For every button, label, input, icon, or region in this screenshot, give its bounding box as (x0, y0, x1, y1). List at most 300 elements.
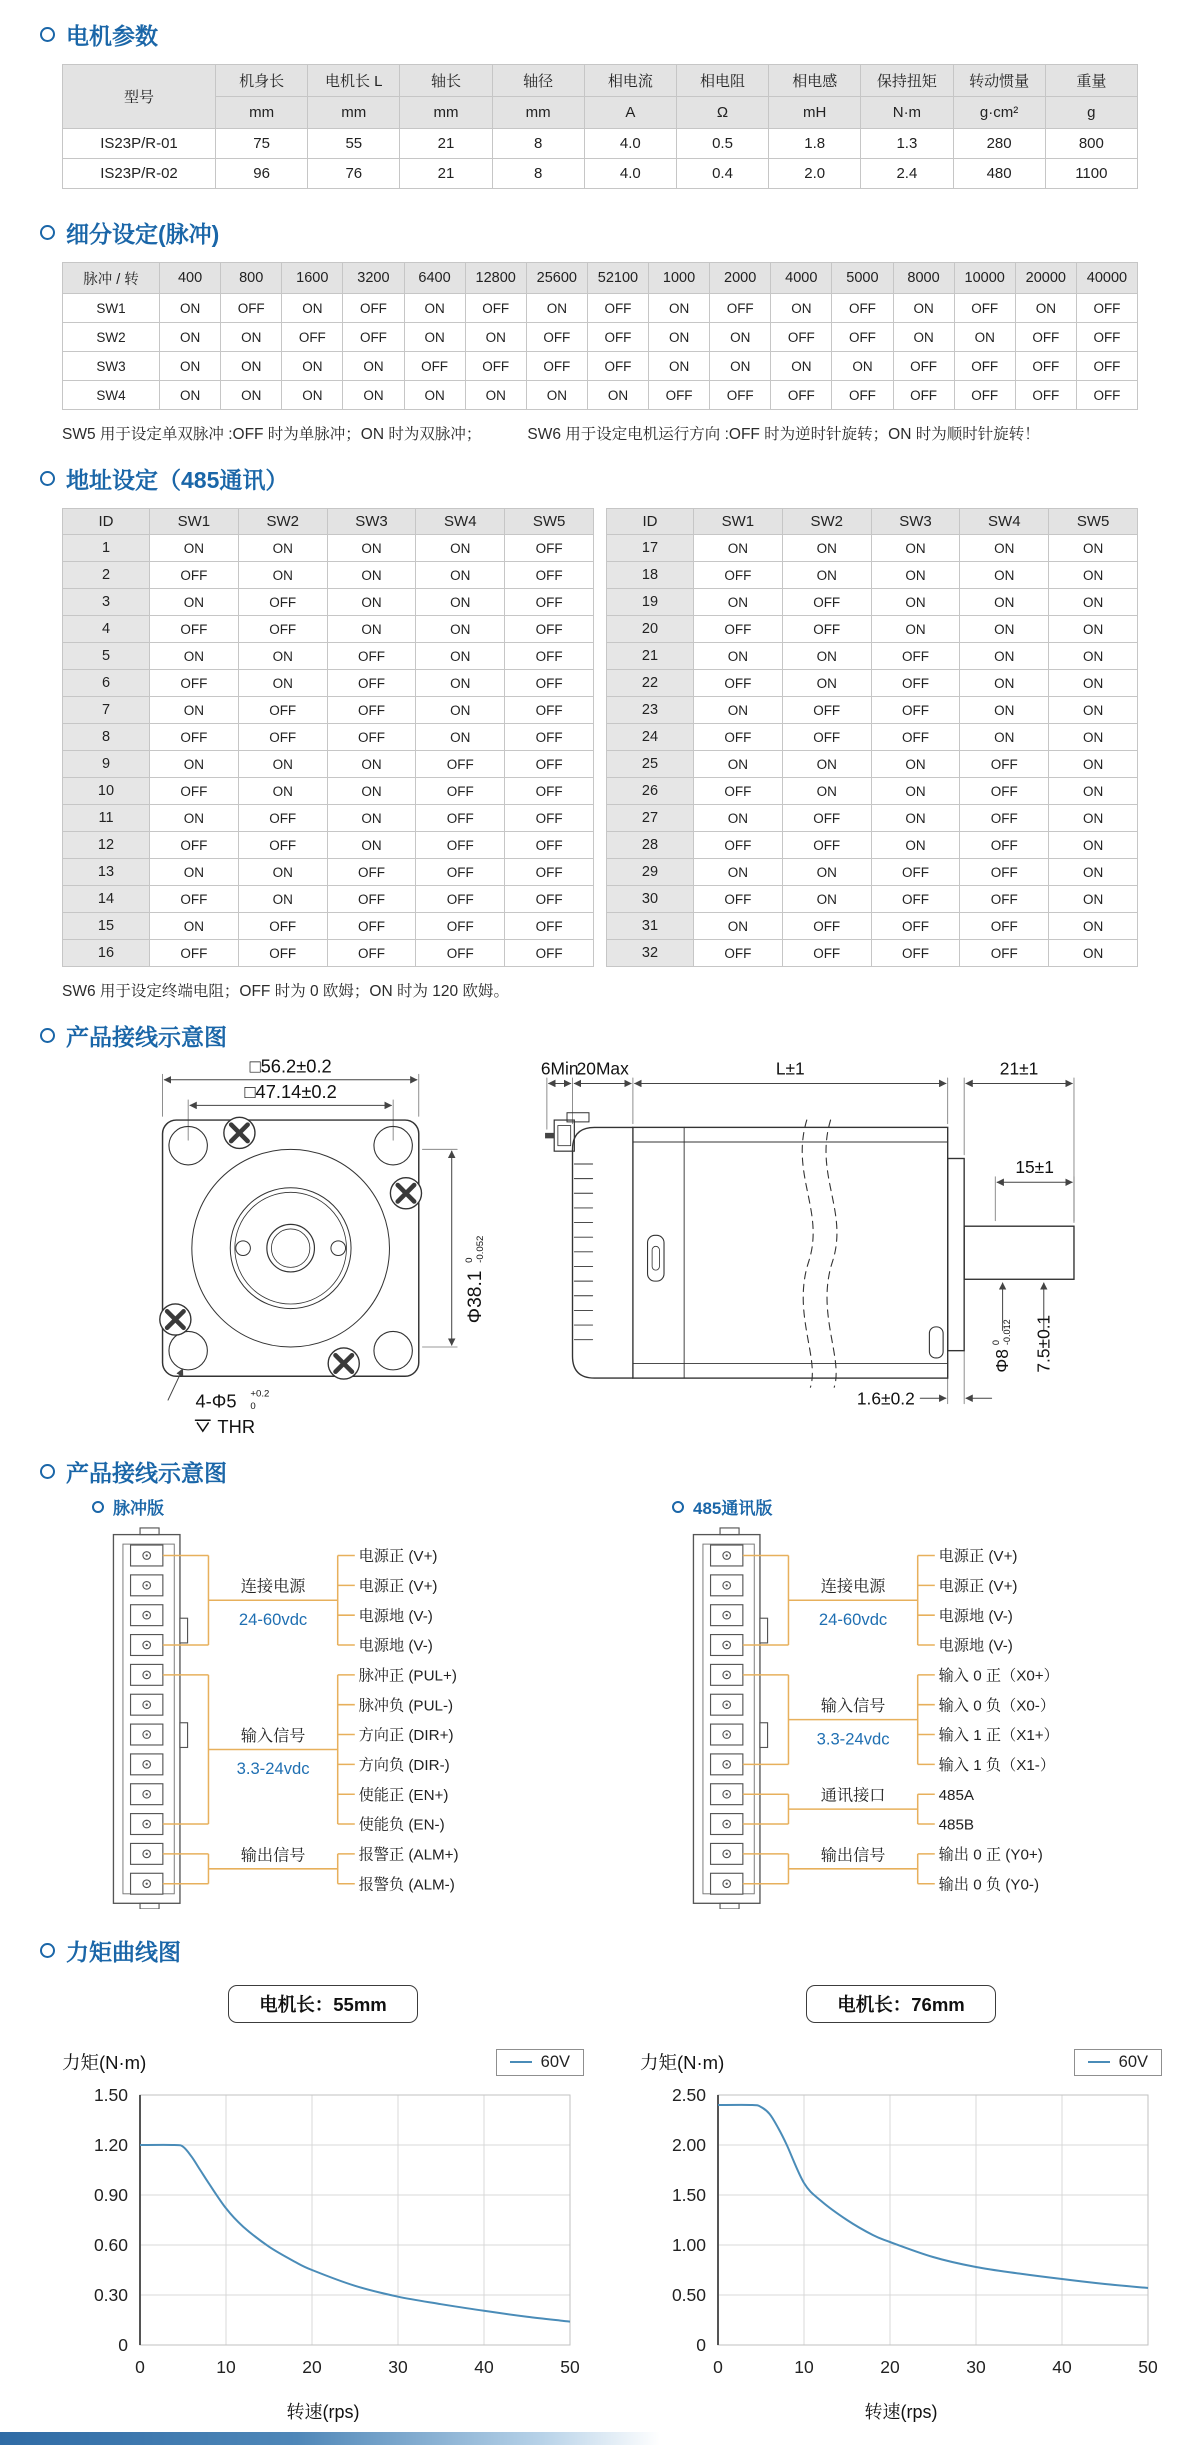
on-off-cell: ON (960, 562, 1049, 589)
model-cell: IS23P/R-01 (63, 129, 216, 159)
circle-bullet-icon (40, 471, 55, 486)
on-off-cell: ON (526, 381, 587, 410)
pin-signal-label: 输入 0 负（X0-） (938, 1697, 1056, 1715)
on-off-cell: OFF (893, 381, 954, 410)
voltage-range-label: 24-60vdc (818, 1609, 888, 1629)
on-off-cell: OFF (960, 913, 1049, 940)
pin-signal-label: 输出 0 正 (Y0+) (938, 1846, 1043, 1864)
y-tick-label: 1.00 (671, 2235, 706, 2255)
circle-bullet-icon (92, 1501, 104, 1513)
on-off-cell: OFF (327, 886, 416, 913)
address-row (63, 670, 594, 697)
on-off-cell: ON (1049, 913, 1138, 940)
column-header: ID (63, 509, 150, 535)
on-off-cell: OFF (954, 294, 1015, 323)
on-off-cell: OFF (954, 381, 1015, 410)
on-off-cell: ON (960, 724, 1049, 751)
unit-header: mm (400, 97, 492, 129)
section-title-text: 力矩曲线图 (66, 1939, 181, 1965)
on-off-cell: ON (416, 616, 505, 643)
on-off-cell: OFF (871, 697, 960, 724)
section-title-text: 地址设定（485通讯） (66, 467, 289, 493)
on-off-cell: ON (238, 751, 327, 778)
on-off-cell: ON (1015, 294, 1076, 323)
pin-signal-label: 脉冲负 (PUL-) (358, 1697, 454, 1715)
on-off-cell: ON (416, 724, 505, 751)
side-view-drawing (541, 1058, 1074, 1408)
pin-contact-dot (726, 1853, 728, 1855)
on-off-cell: ON (282, 381, 343, 410)
sw6-termination-note: SW6 用于设定终端电阻；OFF 时为 0 欧姆；ON 时为 120 欧姆。 (62, 983, 509, 1000)
dim-plate-thickness: 1.6±0.2 (856, 1388, 915, 1409)
address-row (63, 535, 594, 562)
id-cell: 15 (63, 913, 150, 940)
header-row (63, 263, 1138, 294)
model-header: 型号 (63, 65, 216, 129)
on-off-cell: OFF (327, 859, 416, 886)
unit-row (63, 97, 1138, 129)
address-row (63, 832, 594, 859)
on-off-cell: OFF (327, 913, 416, 940)
table-row (63, 129, 1138, 159)
on-off-cell: ON (871, 562, 960, 589)
value-cell: 0.4 (676, 159, 768, 189)
on-off-cell: ON (871, 832, 960, 859)
on-off-cell: OFF (710, 294, 771, 323)
motor-length-badge: 电机长：55mm (228, 1985, 417, 2023)
on-off-cell: OFF (893, 352, 954, 381)
y-tick-label: 1.20 (93, 2135, 128, 2155)
address-row (607, 562, 1138, 589)
section-title-text: 电机参数 (66, 23, 158, 49)
address-row (607, 589, 1138, 616)
plot-border (718, 2095, 1148, 2345)
on-off-cell: OFF (771, 381, 832, 410)
rs485-version-subtitle (672, 1494, 1152, 1519)
on-off-cell: OFF (960, 940, 1049, 967)
id-cell: 30 (607, 886, 694, 913)
id-cell: 27 (607, 805, 694, 832)
on-off-cell: OFF (505, 913, 594, 940)
on-off-cell: ON (960, 616, 1049, 643)
id-cell: 22 (607, 670, 694, 697)
pin-signal-label: 电源正 (V+) (938, 1578, 1018, 1596)
section-address-title (40, 462, 1138, 495)
on-off-cell: OFF (505, 535, 594, 562)
unit-header: mm (216, 97, 308, 129)
on-off-cell: ON (1049, 670, 1138, 697)
section-title-text: 产品接线示意图 (66, 1460, 227, 1486)
on-off-cell: ON (1049, 724, 1138, 751)
pin-signal-label: 电源正 (V+) (358, 1578, 438, 1596)
x-tick-label: 50 (1138, 2357, 1158, 2377)
on-off-cell: ON (416, 697, 505, 724)
pin-signal-label: 报警负 (ALM-) (358, 1876, 455, 1894)
x-tick-label: 20 (302, 2357, 322, 2377)
on-off-cell: OFF (416, 940, 505, 967)
y-tick-label: 1.50 (93, 2085, 128, 2105)
connector-key (180, 1723, 188, 1748)
address-row (63, 751, 594, 778)
switch-label-cell: SW1 (63, 294, 160, 323)
pin-contact-dot (726, 1823, 728, 1825)
column-header: 轴径 (492, 65, 584, 97)
address-row (63, 589, 594, 616)
x-tick-label: 0 (135, 2357, 145, 2377)
on-off-cell: OFF (954, 352, 1015, 381)
on-off-cell: ON (871, 589, 960, 616)
value-cell: 21 (400, 129, 492, 159)
on-off-cell: OFF (505, 859, 594, 886)
on-off-cell: OFF (282, 323, 343, 352)
y-tick-label: 0 (696, 2335, 706, 2355)
torque-curve-plot (62, 2083, 584, 2389)
on-off-cell: ON (416, 535, 505, 562)
pulse-count-header: 1600 (282, 263, 343, 294)
on-off-cell: OFF (710, 381, 771, 410)
on-off-cell: ON (710, 352, 771, 381)
on-off-cell: OFF (587, 323, 648, 352)
sw6-direction-note: SW6 用于设定电机运行方向 :OFF 时为逆时针旋转；ON 时为顺时针旋转！ (527, 426, 1040, 443)
on-off-cell: ON (404, 323, 465, 352)
on-off-cell: OFF (150, 886, 239, 913)
value-cell: 1.3 (861, 129, 953, 159)
pin-contact-dot (726, 1554, 728, 1556)
on-off-cell: OFF (871, 886, 960, 913)
on-off-cell: OFF (1076, 294, 1137, 323)
pin-contact-dot (726, 1883, 728, 1885)
on-off-cell: OFF (327, 724, 416, 751)
legend-line-icon (1088, 2061, 1110, 2063)
id-cell: 3 (63, 589, 150, 616)
pulse-version-block (92, 1494, 572, 1914)
section-dimensions-title (40, 1019, 1138, 1052)
on-off-cell: ON (782, 643, 871, 670)
on-off-cell: OFF (327, 643, 416, 670)
column-header: SW2 (782, 509, 871, 535)
pin-signal-label: 电源正 (V+) (938, 1548, 1018, 1566)
id-cell: 6 (63, 670, 150, 697)
pulse-count-header: 12800 (465, 263, 526, 294)
y-tick-label: 0.30 (93, 2285, 128, 2305)
dim-pilot-tol-lower: -0.052 (474, 1235, 486, 1263)
on-off-cell: ON (771, 352, 832, 381)
column-header: SW4 (416, 509, 505, 535)
pin-contact-dot (726, 1674, 728, 1676)
id-cell: 14 (63, 886, 150, 913)
id-cell: 18 (607, 562, 694, 589)
pulse-count-header: 6400 (404, 263, 465, 294)
x-axis-label: 转速(rps) (286, 2402, 360, 2422)
front-view-drawing (160, 1056, 486, 1437)
address-row (607, 670, 1138, 697)
pin-group-label: 连接电源 (240, 1577, 306, 1596)
x-tick-label: 40 (474, 2357, 494, 2377)
unit-header: N·m (861, 97, 953, 129)
subtitle-text: 脉冲版 (113, 1499, 164, 1518)
on-off-cell: ON (282, 352, 343, 381)
legend-label: 60V (540, 2052, 570, 2071)
on-off-cell: OFF (343, 323, 404, 352)
on-off-cell: OFF (150, 616, 239, 643)
pulse-count-header: 20000 (1015, 263, 1076, 294)
on-off-cell: ON (782, 751, 871, 778)
rs485-pinout-diagram (672, 1527, 1152, 1909)
pin-contact-dot (726, 1644, 728, 1646)
id-cell: 23 (607, 697, 694, 724)
on-off-cell: ON (150, 751, 239, 778)
footer-accent-bar (0, 2432, 660, 2445)
pin-contact-dot (726, 1733, 728, 1735)
pin-signal-label: 脉冲正 (PUL+) (358, 1667, 457, 1685)
column-header: SW3 (327, 509, 416, 535)
value-cell: 55 (308, 129, 400, 159)
on-off-cell: ON (871, 616, 960, 643)
on-off-cell: OFF (150, 832, 239, 859)
on-off-cell: OFF (960, 805, 1049, 832)
on-off-cell: ON (221, 352, 282, 381)
on-off-cell: ON (960, 697, 1049, 724)
on-off-cell: ON (327, 778, 416, 805)
pulse-count-header: 8000 (893, 263, 954, 294)
on-off-cell: OFF (238, 697, 327, 724)
connector-tab (720, 1903, 739, 1909)
on-off-cell: OFF (416, 913, 505, 940)
on-off-cell: OFF (694, 940, 783, 967)
connector-tab (140, 1528, 159, 1535)
on-off-cell: ON (150, 643, 239, 670)
id-cell: 20 (607, 616, 694, 643)
chart-legend (1074, 2049, 1162, 2076)
on-off-cell: ON (238, 535, 327, 562)
on-off-cell: ON (694, 643, 783, 670)
address-row (607, 751, 1138, 778)
on-off-cell: OFF (832, 294, 893, 323)
pin-contact-dot (726, 1704, 728, 1706)
on-off-cell: OFF (505, 589, 594, 616)
on-off-cell: OFF (221, 294, 282, 323)
on-off-cell: OFF (238, 616, 327, 643)
address-row (63, 697, 594, 724)
pin-contact-dot (146, 1763, 148, 1765)
on-off-cell: ON (1049, 589, 1138, 616)
on-off-cell: OFF (782, 697, 871, 724)
value-cell: 96 (216, 159, 308, 189)
on-off-cell: ON (327, 535, 416, 562)
unit-header: g (1045, 97, 1137, 129)
on-off-cell: ON (832, 352, 893, 381)
connector-key (760, 1618, 768, 1643)
table-body (607, 535, 1138, 967)
value-cell: 76 (308, 159, 400, 189)
on-off-cell: OFF (505, 805, 594, 832)
y-axis-label: 力矩(N·m) (640, 2052, 725, 2073)
table-head (607, 509, 1138, 535)
pin-signal-label: 使能正 (EN+) (358, 1786, 449, 1804)
section-wiring-title (40, 1455, 1138, 1488)
unit-header: mm (308, 97, 400, 129)
x-tick-label: 50 (560, 2357, 580, 2377)
value-cell: 2.4 (861, 159, 953, 189)
torque-chart-55mm (62, 1985, 584, 2424)
address-row (607, 724, 1138, 751)
on-off-cell: OFF (416, 859, 505, 886)
header-row (63, 509, 594, 535)
id-cell: 13 (63, 859, 150, 886)
circle-bullet-icon (40, 225, 55, 240)
id-cell: 31 (607, 913, 694, 940)
pulse-count-header: 4000 (771, 263, 832, 294)
pin-signal-label: 电源正 (V+) (358, 1548, 438, 1566)
chart-legend (496, 2049, 584, 2076)
dim-pilot-diameter: Φ38.1 (464, 1270, 486, 1324)
pin-group-label: 输入信号 (240, 1726, 306, 1745)
x-tick-label: 40 (1052, 2357, 1072, 2377)
on-off-cell: OFF (238, 589, 327, 616)
y-tick-label: 0.50 (671, 2285, 706, 2305)
on-off-cell: OFF (694, 832, 783, 859)
torque-curve (718, 2105, 1148, 2288)
on-off-cell: OFF (505, 832, 594, 859)
address-row (63, 643, 594, 670)
connector-tab (720, 1528, 739, 1535)
pulse-pinout-diagram (92, 1527, 572, 1909)
on-off-cell: ON (871, 805, 960, 832)
pin-signal-label: 电源地 (V-) (358, 1637, 433, 1655)
on-off-cell: ON (327, 616, 416, 643)
on-off-cell: OFF (960, 886, 1049, 913)
table-head (63, 263, 1138, 294)
on-off-cell: OFF (587, 352, 648, 381)
corner-header: 脉冲 / 转 (63, 263, 160, 294)
on-off-cell: OFF (694, 616, 783, 643)
table-body (63, 129, 1138, 189)
id-cell: 32 (607, 940, 694, 967)
id-cell: 26 (607, 778, 694, 805)
switch-label-cell: SW2 (63, 323, 160, 352)
dim-shaft-step: 7.5±0.1 (1033, 1314, 1054, 1373)
on-off-cell: ON (1049, 751, 1138, 778)
on-off-cell: ON (160, 352, 221, 381)
value-cell: 1.8 (769, 129, 861, 159)
table-body (63, 294, 1138, 410)
pulse-count-header: 1000 (649, 263, 710, 294)
on-off-cell: OFF (871, 670, 960, 697)
dim-body-length: L±1 (775, 1058, 805, 1079)
pin-group-label: 输出信号 (240, 1846, 306, 1865)
address-row (607, 643, 1138, 670)
pin-contact-dot (146, 1883, 148, 1885)
column-header: SW1 (694, 509, 783, 535)
pulse-count-header: 400 (160, 263, 221, 294)
address-row (63, 778, 594, 805)
on-off-cell: ON (221, 323, 282, 352)
dim-6min: 6Min (540, 1058, 579, 1079)
table-body (63, 535, 594, 967)
microstep-note (62, 422, 1138, 444)
on-off-cell: ON (771, 294, 832, 323)
on-off-cell: OFF (771, 323, 832, 352)
pin-signal-label: 485B (938, 1816, 975, 1834)
on-off-cell: ON (871, 778, 960, 805)
screw-icons (160, 1117, 422, 1379)
legend-label: 60V (1118, 2052, 1148, 2071)
on-off-cell: OFF (782, 940, 871, 967)
on-off-cell: OFF (150, 562, 239, 589)
on-off-cell: OFF (150, 724, 239, 751)
switch-label-cell: SW3 (63, 352, 160, 381)
dim-inner-square: □47.14±0.2 (244, 1081, 337, 1103)
on-off-cell: OFF (238, 724, 327, 751)
motor-params-table (62, 64, 1138, 189)
id-cell: 12 (63, 832, 150, 859)
on-off-cell: ON (694, 535, 783, 562)
dim-shaft-tol-upper: 0 (990, 1340, 1001, 1346)
column-header: 保持扭矩 (861, 65, 953, 97)
column-header: 相电感 (769, 65, 861, 97)
pin-contact-dot (726, 1584, 728, 1586)
dim-shaft-tol-lower: -0.012 (1001, 1319, 1012, 1346)
thr-label: THR (217, 1416, 256, 1438)
on-off-cell: OFF (832, 323, 893, 352)
table-head (63, 65, 1138, 129)
address-row (607, 940, 1138, 967)
pin-contact-dot (146, 1554, 148, 1556)
on-off-cell: ON (782, 859, 871, 886)
on-off-cell: ON (782, 670, 871, 697)
dim-shaft-total: 21±1 (999, 1058, 1039, 1079)
pulse-count-header: 800 (221, 263, 282, 294)
address-row (63, 913, 594, 940)
column-header: SW1 (150, 509, 239, 535)
section-title-text: 产品接线示意图 (66, 1024, 227, 1050)
value-cell: 8 (492, 159, 584, 189)
legend-line-icon (510, 2061, 532, 2063)
circle-bullet-icon (40, 1943, 55, 1958)
column-header: SW3 (871, 509, 960, 535)
pulse-version-subtitle (92, 1494, 572, 1519)
column-header: SW2 (238, 509, 327, 535)
pulse-count-header: 10000 (954, 263, 1015, 294)
y-axis-label: 力矩(N·m) (62, 2052, 147, 2073)
on-off-cell: ON (1049, 859, 1138, 886)
address-row (607, 535, 1138, 562)
value-cell: 480 (953, 159, 1045, 189)
torque-curve-plot (640, 2083, 1162, 2389)
on-off-cell: ON (694, 805, 783, 832)
on-off-cell: OFF (782, 616, 871, 643)
pin-signal-label: 方向正 (DIR+) (358, 1727, 454, 1745)
dim-holes-tol-upper: +0.2 (250, 1388, 270, 1400)
sw5-note: SW5 用于设定单双脉冲 :OFF 时为单脉冲；ON 时为双脉冲； (62, 426, 482, 443)
address-row (607, 832, 1138, 859)
voltage-range-label: 24-60vdc (238, 1609, 308, 1629)
address-row (63, 724, 594, 751)
connector-key (180, 1618, 188, 1643)
address-row (607, 778, 1138, 805)
value-cell: 1100 (1045, 159, 1137, 189)
dim-20max: 20Max (576, 1058, 629, 1079)
table-row (63, 159, 1138, 189)
on-off-cell: ON (694, 589, 783, 616)
pulse-count-header: 40000 (1076, 263, 1137, 294)
on-off-cell: ON (954, 323, 1015, 352)
on-off-cell: OFF (416, 778, 505, 805)
id-cell: 4 (63, 616, 150, 643)
on-off-cell: OFF (871, 724, 960, 751)
on-off-cell: OFF (694, 724, 783, 751)
on-off-cell: OFF (327, 670, 416, 697)
